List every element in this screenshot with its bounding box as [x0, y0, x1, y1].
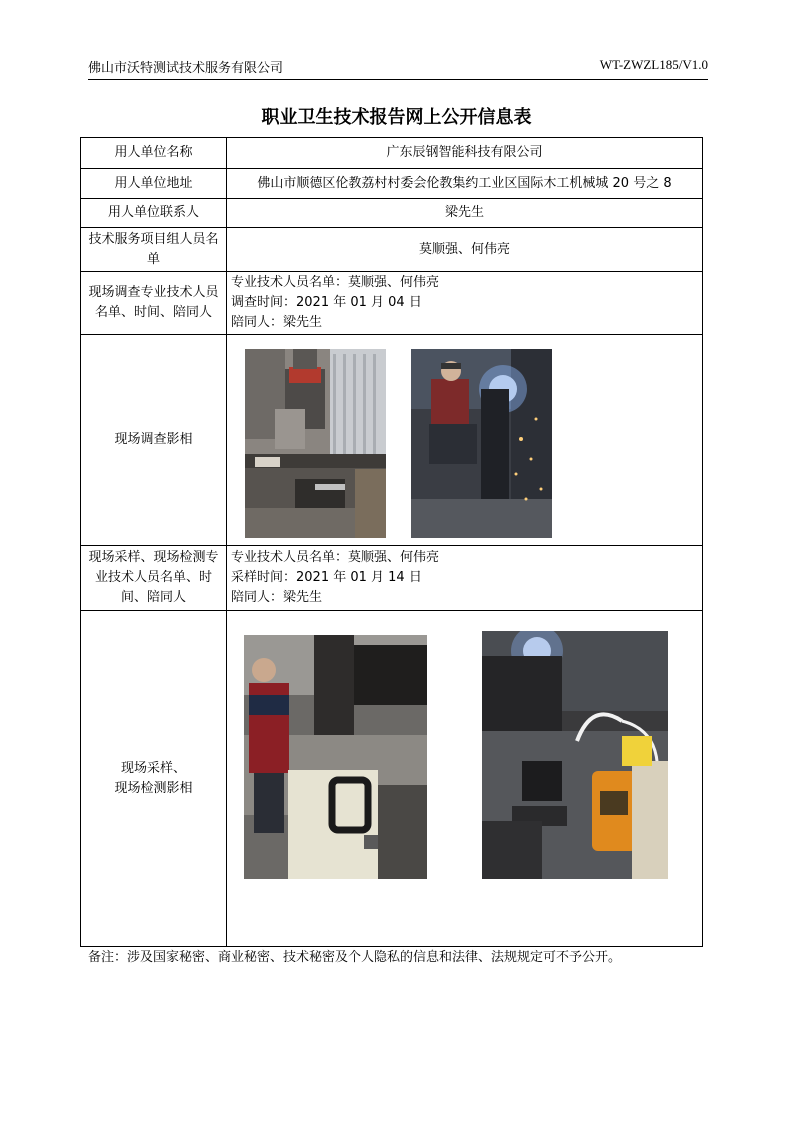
survey-label: 现场调查专业技术人员名单、时间、陪同人: [81, 272, 227, 335]
sampling-photos-cell: [227, 611, 703, 947]
unit-name-value: 广东辰钢智能科技有限公司: [227, 138, 703, 169]
table-row: [81, 169, 703, 199]
sampling-companion: 陪同人：梁先生: [231, 590, 323, 605]
sampling-photos-label-line2: 现场检测影相: [114, 780, 193, 796]
survey-photos-cell: [227, 335, 703, 546]
unit-contact-value: 梁先生: [227, 199, 703, 228]
unit-name-label: 用人单位名称: [81, 138, 227, 169]
sampling-staff: 专业技术人员名单：莫顺强、何伟亮: [231, 550, 440, 565]
survey-companion: 陪同人：梁先生: [231, 315, 323, 330]
document-title: 职业卫生技术报告网上公开信息表: [261, 107, 532, 128]
survey-photo-welding: [411, 349, 552, 538]
team-label: 技术服务项目组人员名单: [81, 228, 227, 272]
table-row: [81, 272, 703, 335]
table-row: [81, 611, 703, 947]
table-row: [81, 138, 703, 169]
sampling-photos-label: [81, 611, 227, 947]
survey-photo-machine: [245, 349, 386, 538]
sampling-photo-operator: [244, 635, 427, 879]
table-row: [81, 335, 703, 546]
unit-contact-label: 用人单位联系人: [81, 199, 227, 228]
table-row: [81, 228, 703, 272]
survey-details: [227, 272, 703, 335]
info-table: [80, 137, 703, 947]
sampling-photo-pump: [482, 631, 668, 879]
sampling-details: [227, 546, 703, 611]
header-company: 佛山市沃特测试技术服务有限公司: [88, 61, 284, 76]
sampling-date: 采样时间：2021 年 01 月 14 日: [231, 570, 422, 585]
footnote: 备注：涉及国家秘密、商业秘密、技术秘密及个人隐私的信息和法律、法规规定可不予公开。: [88, 950, 622, 965]
survey-staff: 专业技术人员名单：莫顺强、何伟亮: [231, 275, 440, 290]
sampling-label: 现场采样、现场检测专业技术人员名单、时间、陪同人: [81, 546, 227, 611]
table-row: [81, 546, 703, 611]
survey-photos-label: 现场调查影相: [81, 335, 227, 546]
page-header: [88, 57, 708, 80]
table-row: [81, 199, 703, 228]
survey-date: 调查时间：2021 年 01 月 04 日: [231, 295, 422, 310]
sampling-photos-label-line1: 现场采样、: [120, 760, 186, 776]
header-doc-code: WT-ZWZL185/V1.0: [599, 57, 708, 72]
unit-address-value: 佛山市顺德区伦教荔村村委会伦教集约工业区国际木工机械城 20 号之 8: [227, 169, 703, 199]
unit-address-label: 用人单位地址: [81, 169, 227, 199]
team-value: 莫顺强、何伟亮: [227, 228, 703, 272]
